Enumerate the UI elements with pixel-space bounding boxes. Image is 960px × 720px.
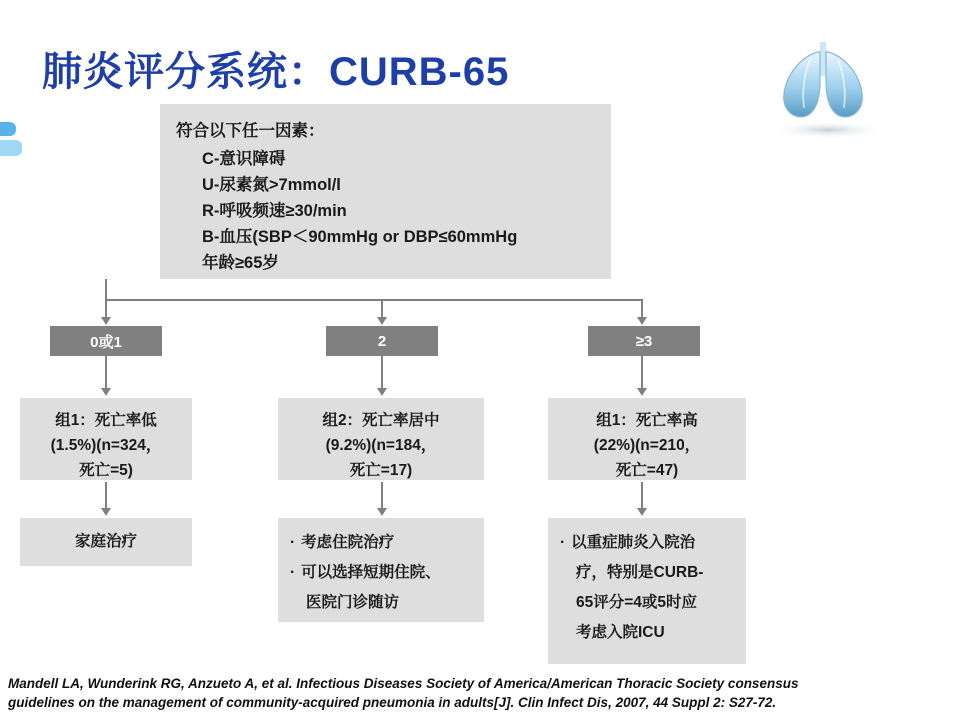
- arrow-right-score: [637, 317, 647, 325]
- action-2-bullet-1-line-1: 考虑住院治疗: [301, 534, 395, 551]
- action-2-bullet-2: [290, 558, 472, 588]
- group-3-line-1: 组1：死亡率高: [596, 412, 698, 429]
- criteria-item-r: R-呼吸频速≥30/min: [202, 202, 347, 220]
- group-3-line-2: (22%)(n=210，: [593, 437, 701, 454]
- group-box-1: [20, 398, 192, 480]
- group-2-line-2: (9.2%)(n=184，: [325, 437, 437, 454]
- action-2-bullet-2-line-1: 可以选择短期住院、: [301, 564, 441, 581]
- criteria-item-u: U-尿素氮>7mmol/l: [202, 176, 341, 194]
- connector-group1-action1: [105, 482, 107, 508]
- connector-score2-group2: [381, 356, 383, 388]
- connector-group3-action3: [641, 482, 643, 508]
- connector-score0-group1: [105, 356, 107, 388]
- arrow-action-2: [377, 508, 387, 516]
- connector-drop-mid: [381, 299, 383, 317]
- score-box-2: 2: [326, 326, 438, 356]
- arrow-group-1: [101, 388, 111, 396]
- page-title: 肺炎评分系统：CURB-65: [42, 50, 510, 94]
- criteria-item-b: B-血压(SBP＜90mmHg or DBP≤60mmHg: [202, 228, 518, 246]
- action-box-2: [278, 518, 484, 622]
- bullet-dot-icon: ·: [560, 534, 566, 551]
- action-3-bullet-1: [560, 528, 734, 558]
- connector-drop-left: [105, 299, 107, 317]
- citation: [8, 674, 948, 712]
- left-accent-tab-1: [0, 122, 16, 136]
- action-3-bullet-1-line-2: 疗，特别是CURB-: [576, 564, 704, 581]
- connector-group2-action2: [381, 482, 383, 508]
- group-2-line-3: 死亡=17): [349, 462, 413, 479]
- group-3-line-3: 死亡=47): [615, 462, 679, 479]
- arrow-left-score: [101, 317, 111, 325]
- connector-horizontal-bus: [105, 299, 642, 301]
- group-2-line-1: 组2：死亡率居中: [322, 412, 440, 429]
- group-1-line-1: 组1：死亡率低: [55, 412, 157, 429]
- group-box-3: [548, 398, 746, 480]
- criteria-item-c: C-意识障碍: [202, 150, 286, 168]
- arrow-group-3: [637, 388, 647, 396]
- bullet-dot-icon: ·: [290, 564, 296, 581]
- score-box-3-plus: ≥3: [588, 326, 700, 356]
- arrow-mid-score: [377, 317, 387, 325]
- citation-line-1: Mandell LA, Wunderink RG, Anzueto A, et al. Infectious Diseases Society of America/American Thoracic Society consensus: [8, 676, 799, 691]
- group-1-line-3: 死亡=5): [79, 462, 133, 479]
- group-box-2: [278, 398, 484, 480]
- connector-drop-right: [641, 299, 643, 317]
- connector-score3-group3: [641, 356, 643, 388]
- left-accent-tab-2: [0, 140, 22, 156]
- connector-stem-center-top: [105, 279, 107, 299]
- citation-line-2: guidelines on the management of community-acquired pneumonia in adults[J]. Clin Infect Dis, 2007, 44 Suppl 2: S27-72.: [8, 695, 777, 710]
- arrow-action-1: [101, 508, 111, 516]
- action-3-bullet-1-line-4: 考虑入院ICU: [576, 624, 665, 641]
- action-box-3: [548, 518, 746, 664]
- score-box-0-or-1: 0或1: [50, 326, 162, 356]
- action-box-1: 家庭治疗: [20, 518, 192, 566]
- action-2-bullet-2-line-2: 医院门诊随访: [306, 594, 400, 611]
- lungs-icon: [750, 30, 900, 150]
- bullet-dot-icon: ·: [290, 534, 296, 551]
- arrow-action-3: [637, 508, 647, 516]
- group-1-line-2: (1.5%)(n=324，: [50, 437, 162, 454]
- criteria-item-age: 年龄≥65岁: [202, 254, 279, 272]
- action-3-bullet-1-line-1: 以重症肺炎入院治: [571, 534, 696, 551]
- action-3-bullet-1-line-3: 65评分=4或5时应: [576, 594, 698, 611]
- criteria-box: [160, 104, 611, 279]
- criteria-heading: 符合以下任一因素：: [176, 122, 325, 140]
- action-2-bullet-1: [290, 528, 472, 558]
- arrow-group-2: [377, 388, 387, 396]
